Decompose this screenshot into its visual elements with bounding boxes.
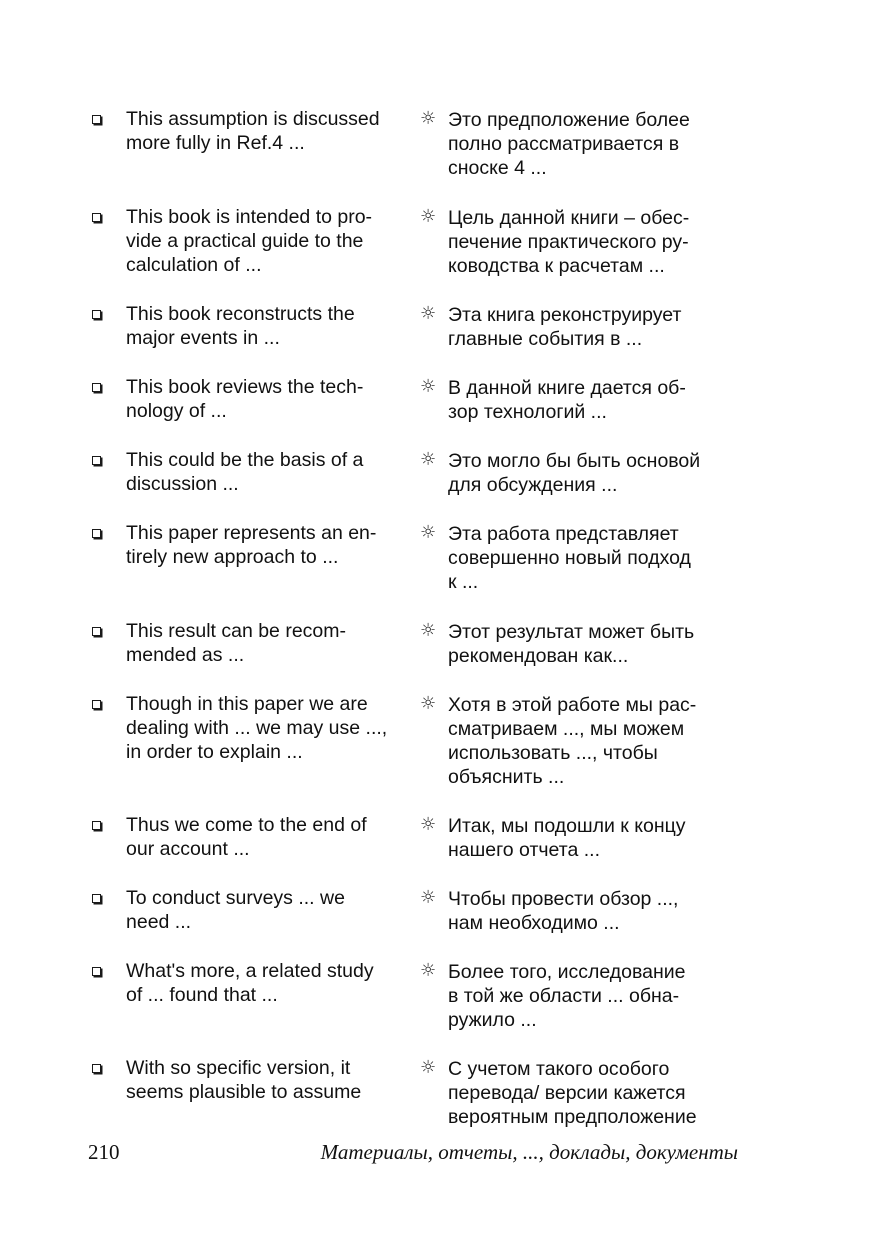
checkbox-square-icon xyxy=(88,520,126,546)
russian-phrase: Эта книга реконструирует главные события в ... xyxy=(448,304,682,350)
checkbox-square-icon xyxy=(88,447,126,473)
sun-icon: ☼ xyxy=(420,303,437,324)
phrase-entry xyxy=(88,958,748,1055)
checkbox-square-icon xyxy=(88,374,126,400)
sun-icon: ☼ xyxy=(420,887,437,908)
russian-phrase: Цель данной книги – обес- печение практического ру- ководства к расчетам ... xyxy=(448,207,690,277)
phrase-list xyxy=(88,106,748,1135)
english-phrase: This assumption is discussed more fully in Ref.4 ... xyxy=(126,108,380,154)
sun-icon: ☼ xyxy=(420,1057,437,1078)
sun-icon: ☼ xyxy=(420,693,437,714)
checkbox-square-icon xyxy=(88,812,126,838)
page-number: 210 xyxy=(88,1140,120,1164)
sun-icon: ☼ xyxy=(420,108,437,129)
phrase-entry xyxy=(88,691,748,812)
english-phrase: Thus we come to the end of our account ... xyxy=(126,814,367,860)
sun-icon: ☼ xyxy=(420,960,437,981)
english-phrase: This book is intended to pro- vide a practical guide to the calculation of ... xyxy=(126,206,373,276)
checkbox-square-icon xyxy=(88,106,126,132)
phrase-entry xyxy=(88,301,748,374)
english-phrase: This paper represents an en- tirely new approach to ... xyxy=(126,522,377,568)
sun-icon: ☼ xyxy=(420,522,437,543)
checkbox-square-icon xyxy=(88,691,126,717)
english-phrase: This could be the basis of a discussion ... xyxy=(126,449,364,495)
page-footer xyxy=(88,1140,738,1170)
russian-phrase: Это могло бы быть основой для обсуждения ... xyxy=(448,450,701,496)
english-phrase: This book reviews the tech- nology of ... xyxy=(126,376,364,422)
phrase-entry xyxy=(88,374,748,447)
checkbox-square-icon xyxy=(88,204,126,230)
running-title: Материалы, отчеты, ..., доклады, документы xyxy=(320,1140,738,1164)
checkbox-square-icon xyxy=(88,1055,126,1081)
english-phrase: To conduct surveys ... we need ... xyxy=(126,887,345,933)
english-phrase: Though in this paper we are dealing with ... we may use ..., in order to explain ... xyxy=(126,693,388,763)
english-phrase: This book reconstructs the major events in ... xyxy=(126,303,355,349)
sun-icon: ☼ xyxy=(420,620,437,641)
phrase-entry xyxy=(88,520,748,618)
english-phrase: What's more, a related study of ... found that ... xyxy=(126,960,374,1006)
sun-icon: ☼ xyxy=(420,449,437,470)
russian-phrase: С учетом такого особого перевода/ версии кажется вероятным предположение xyxy=(448,1058,697,1128)
russian-phrase: В данной книге дается об- зор технологий ... xyxy=(448,377,686,423)
russian-phrase: Более того, исследование в той же области ... обна- ружило ... xyxy=(448,961,686,1031)
phrase-entry xyxy=(88,812,748,885)
phrase-entry xyxy=(88,447,748,520)
russian-phrase: Чтобы провести обзор ..., нам необходимо ... xyxy=(448,888,679,934)
checkbox-square-icon xyxy=(88,301,126,327)
checkbox-square-icon xyxy=(88,618,126,644)
phrase-entry xyxy=(88,618,748,691)
sun-icon: ☼ xyxy=(420,376,437,397)
russian-phrase: Этот результат может быть рекомендован как... xyxy=(448,621,695,667)
phrase-entry xyxy=(88,106,748,204)
phrase-entry xyxy=(88,1055,748,1135)
sun-icon: ☼ xyxy=(420,206,437,227)
russian-phrase: Итак, мы подошли к концу нашего отчета ... xyxy=(448,815,686,861)
checkbox-square-icon xyxy=(88,885,126,911)
english-phrase: With so specific version, it seems plausible to assume xyxy=(126,1057,362,1103)
phrase-entry xyxy=(88,204,748,301)
phrase-entry xyxy=(88,885,748,958)
russian-phrase: Хотя в этой работе мы рас- сматриваем ..., мы можем использовать ..., чтобы объяснить ... xyxy=(448,694,697,788)
russian-phrase: Эта работа представляет совершенно новый подход к ... xyxy=(448,523,691,593)
checkbox-square-icon xyxy=(88,958,126,984)
russian-phrase: Это предположение более полно рассматривается в сноске 4 ... xyxy=(448,109,690,179)
sun-icon: ☼ xyxy=(420,814,437,835)
english-phrase: This result can be recom- mended as ... xyxy=(126,620,346,666)
